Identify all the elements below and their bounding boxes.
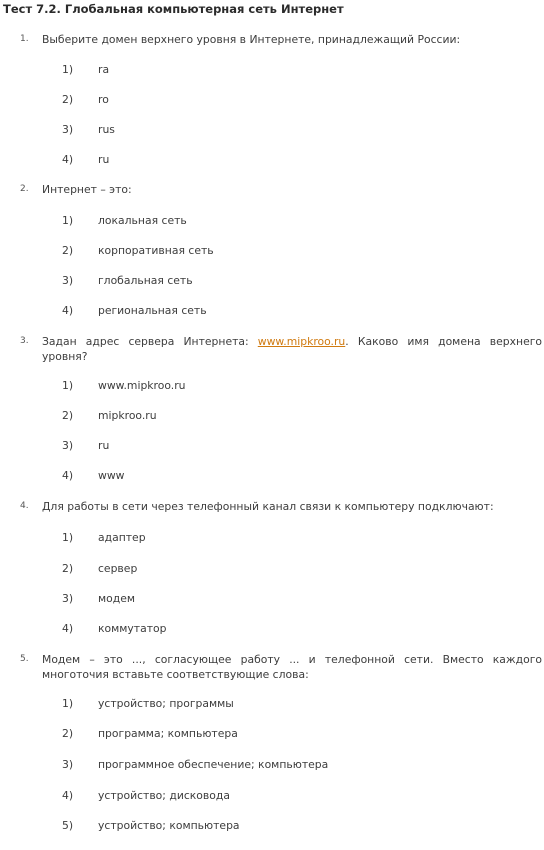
option-number: 3) [62,439,74,452]
answer-option[interactable] [62,93,109,106]
answer-option[interactable] [62,409,157,422]
option-text: www.mipkroo.ru [98,379,186,392]
answer-option[interactable] [62,758,328,771]
question-number: 5. [20,654,29,664]
option-number: 4) [62,304,74,317]
answer-option[interactable] [62,439,109,452]
option-text: региональная сеть [98,304,207,317]
option-text: ra [98,63,110,76]
question-text: Для работы в сети через телефонный канал связи к компьютеру подключают: [42,500,494,513]
option-text: коммутатор [98,622,167,635]
option-number: 5) [62,819,74,832]
option-text: устройство; дисковода [98,789,230,802]
question-number: 3. [20,336,29,346]
option-number: 2) [62,727,74,740]
option-number: 1) [62,63,74,76]
option-number: 3) [62,123,74,136]
option-number: 3) [62,592,74,605]
answer-option[interactable] [62,727,238,740]
question-number: 4. [20,501,29,511]
option-number: 3) [62,274,74,287]
answer-option[interactable] [62,697,234,710]
option-number: 4) [62,789,74,802]
answer-option[interactable] [62,469,125,482]
answer-option[interactable] [62,153,109,166]
server-address-link[interactable]: www.mipkroo.ru [257,335,346,348]
option-number: 4) [62,469,74,482]
question-2 [20,182,542,197]
option-number: 2) [62,409,74,422]
answer-option[interactable] [62,789,230,802]
option-text: mipkroo.ru [98,409,157,422]
answer-option[interactable] [62,592,135,605]
option-text: ro [98,93,109,106]
question-text: Задан адрес сервера Интернета: www.mipkroo.ru. Каково имя домена верхнего уровня? [42,335,542,363]
option-number: 3) [62,758,74,771]
question-text: Интернет – это: [42,183,132,196]
option-text: локальная сеть [98,214,187,227]
option-text: www [98,469,125,482]
option-text: устройство; программы [98,697,234,710]
option-number: 2) [62,244,74,257]
question-number: 2. [20,184,29,194]
answer-option[interactable] [62,214,187,227]
question-4 [20,499,542,514]
answer-option[interactable] [62,244,214,257]
question-1 [20,32,542,47]
option-number: 4) [62,622,74,635]
answer-option[interactable] [62,63,109,76]
question-text: Выберите домен верхнего уровня в Интернете, принадлежащий России: [42,33,461,46]
answer-option[interactable] [62,819,240,832]
option-text: адаптер [98,531,146,544]
option-number: 1) [62,531,74,544]
option-number: 2) [62,562,74,575]
answer-option[interactable] [62,379,186,392]
question-text: Модем – это ..., согласующее работу ... и телефонной сети. Вместо каждого многоточия вставьте соответствующие слова: [42,653,542,681]
answer-option[interactable] [62,562,137,575]
answer-option[interactable] [62,531,146,544]
answer-option[interactable] [62,274,193,287]
option-number: 4) [62,153,74,166]
option-text: ru [98,439,110,452]
option-text: модем [98,592,136,605]
option-text: глобальная сеть [98,274,193,287]
option-text: программа; компьютера [98,727,238,740]
option-text: программное обеспечение; компьютера [98,758,329,771]
page-title: Тест 7.2. Глобальная компьютерная сеть Интернет [3,2,344,16]
option-number: 1) [62,379,74,392]
option-text: сервер [98,562,138,575]
option-number: 1) [62,697,74,710]
option-text: устройство; компьютера [98,819,240,832]
option-text: корпоративная сеть [98,244,214,257]
option-text: rus [98,123,115,136]
answer-option[interactable] [62,622,166,635]
option-number: 1) [62,214,74,227]
question-5 [20,652,542,682]
option-text: ru [98,153,110,166]
question-number: 1. [20,34,29,44]
answer-option[interactable] [62,123,115,136]
option-number: 2) [62,93,74,106]
question-3 [20,334,542,364]
answer-option[interactable] [62,304,207,317]
